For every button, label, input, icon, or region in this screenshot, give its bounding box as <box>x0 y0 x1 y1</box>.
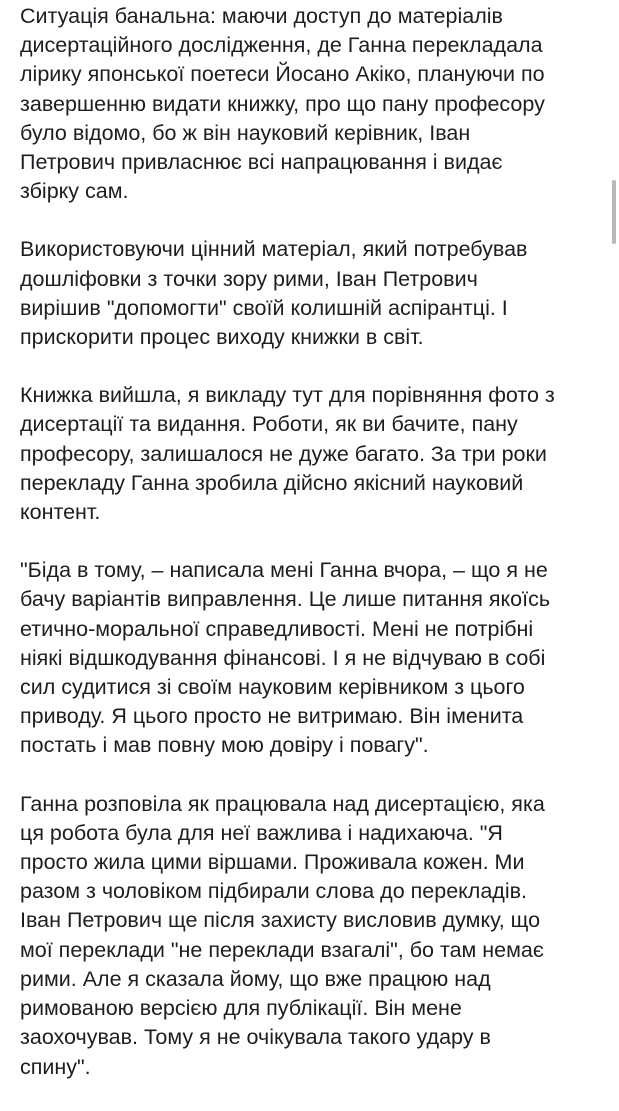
text-line: рими. Але я сказала йому, що вже працюю над <box>20 966 491 991</box>
text-line: "Біда в тому, – написала мені Ганна вчора, – що я не <box>20 558 548 583</box>
text-line: етично-моральної справедливості. Мені не потрібні <box>20 616 534 641</box>
text-line: Ганна розповіла як працювала над дисертацією, яка <box>20 791 545 816</box>
text-line: сил судитися зі своїм науковим керівником з цього <box>20 675 525 700</box>
text-line: контент. <box>20 500 101 525</box>
paragraph <box>20 381 600 527</box>
scrollbar[interactable] <box>612 180 616 244</box>
text-line: перекладу Ганна зробила дійсно якісний науковий <box>20 470 524 495</box>
text-line: вирішив "допомогти" своїй колишній аспірантці. І <box>20 295 508 320</box>
paragraph <box>20 235 600 352</box>
text-line: Книжка вийшла, я викладу тут для порівняння фото з <box>20 383 555 408</box>
text-line: римованою версією для публікації. Він мене <box>20 996 462 1021</box>
paragraph <box>20 2 600 206</box>
text-line: дошліфовки з точки зору рими, Іван Петрович <box>20 266 478 291</box>
text-line: бачу варіантів виправлення. Це лише питання якоїсь <box>20 587 551 612</box>
text-line: Петрович привласнює всі напрацювання і видає <box>20 150 503 175</box>
text-line: Ситуація банальна: маючи доступ до матеріалів <box>20 4 503 28</box>
paragraph <box>20 790 600 1082</box>
text-line: заохочував. Тому я не очікувала такого удару в <box>20 1025 491 1050</box>
text-line: було відомо, бо ж він науковий керівник, Іван <box>20 120 471 145</box>
text-line: разом з чоловіком підбирали слова до перекладів. <box>20 879 528 904</box>
text-line: ця робота була для неї важлива і надихаюча. "Я <box>20 820 503 845</box>
text-line: Використовуючи цінний матеріал, який потребував <box>20 237 528 262</box>
text-line: завершенню видати книжку, про що пану професору <box>20 91 545 116</box>
text-line: дисертації та видання. Роботи, як ви бачите, пану <box>20 412 518 437</box>
text-line: приводу. Я цього просто не витримаю. Він іменита <box>20 704 524 729</box>
text-line: спину". <box>20 1054 91 1079</box>
text-line: Іван Петрович ще після захисту висловив думку, що <box>20 908 541 933</box>
text-line: збірку сам. <box>20 179 129 204</box>
text-line: ніякі відшкодування фінансові. І я не відчуваю в собі <box>20 645 546 670</box>
text-line: постать і мав повну мою довіру і повагу". <box>20 733 429 758</box>
text-line: професору, залишалося не дуже багато. За три роки <box>20 441 547 466</box>
paragraph <box>20 556 600 760</box>
post-text <box>20 2 600 1111</box>
text-line: лірику японської поетеси Йосано Акіко, плануючи по <box>20 62 545 87</box>
text-line: просто жила цими віршами. Проживала кожен. Ми <box>20 850 525 875</box>
text-line: прискорити процес виходу книжки в світ. <box>20 325 424 350</box>
text-line: дисертаційного дослідження, де Ганна перекладала <box>20 33 543 58</box>
text-line: мої переклади "не переклади взагалі", бо там немає <box>20 937 544 962</box>
